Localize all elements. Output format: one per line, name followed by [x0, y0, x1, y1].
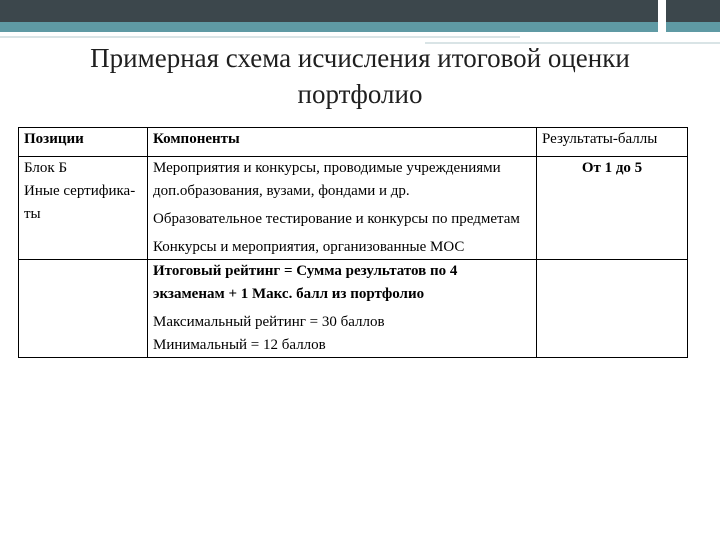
header-results: Результаты-баллы	[537, 128, 688, 157]
header-bar-dark-segment	[666, 0, 720, 22]
component-item: Мероприятия и конкурсы, проводимые учреждениями доп.образования, вузами, фондами и др.	[153, 160, 501, 199]
component-item: Образовательное тестирование и конкурсы по предметам	[153, 211, 520, 227]
cell-position-empty	[19, 260, 148, 358]
component-item: Конкурсы и мероприятия, организованные МОС	[153, 239, 465, 255]
header-positions: Позиции	[19, 128, 148, 157]
rating-max: Максимальный рейтинг = 30 баллов	[153, 314, 385, 330]
table-row	[19, 157, 688, 260]
cell-result: От 1 до 5	[537, 157, 688, 260]
header-components: Компоненты	[148, 128, 537, 157]
cell-position	[19, 157, 148, 260]
page-title: Примерная схема исчисления итоговой оценки портфолио	[90, 43, 630, 109]
cell-rating-summary	[148, 260, 537, 358]
table-header-row	[19, 128, 688, 157]
header-accent-bar	[0, 22, 658, 32]
position-line: Иные сертифика-ты	[24, 183, 136, 222]
rating-min: Минимальный = 12 баллов	[153, 337, 326, 353]
portfolio-scheme-table	[18, 127, 688, 358]
header-deco-line	[0, 36, 520, 38]
table-row	[19, 260, 688, 358]
header-accent-bar-right	[666, 22, 720, 32]
cell-result-empty	[537, 260, 688, 358]
cell-components	[148, 157, 537, 260]
header-bar	[0, 0, 720, 22]
position-line: Блок Б	[24, 160, 68, 176]
rating-formula: Итоговый рейтинг = Сумма результатов по 4 экзаменам + 1 Макс. балл из портфолио	[153, 263, 458, 302]
